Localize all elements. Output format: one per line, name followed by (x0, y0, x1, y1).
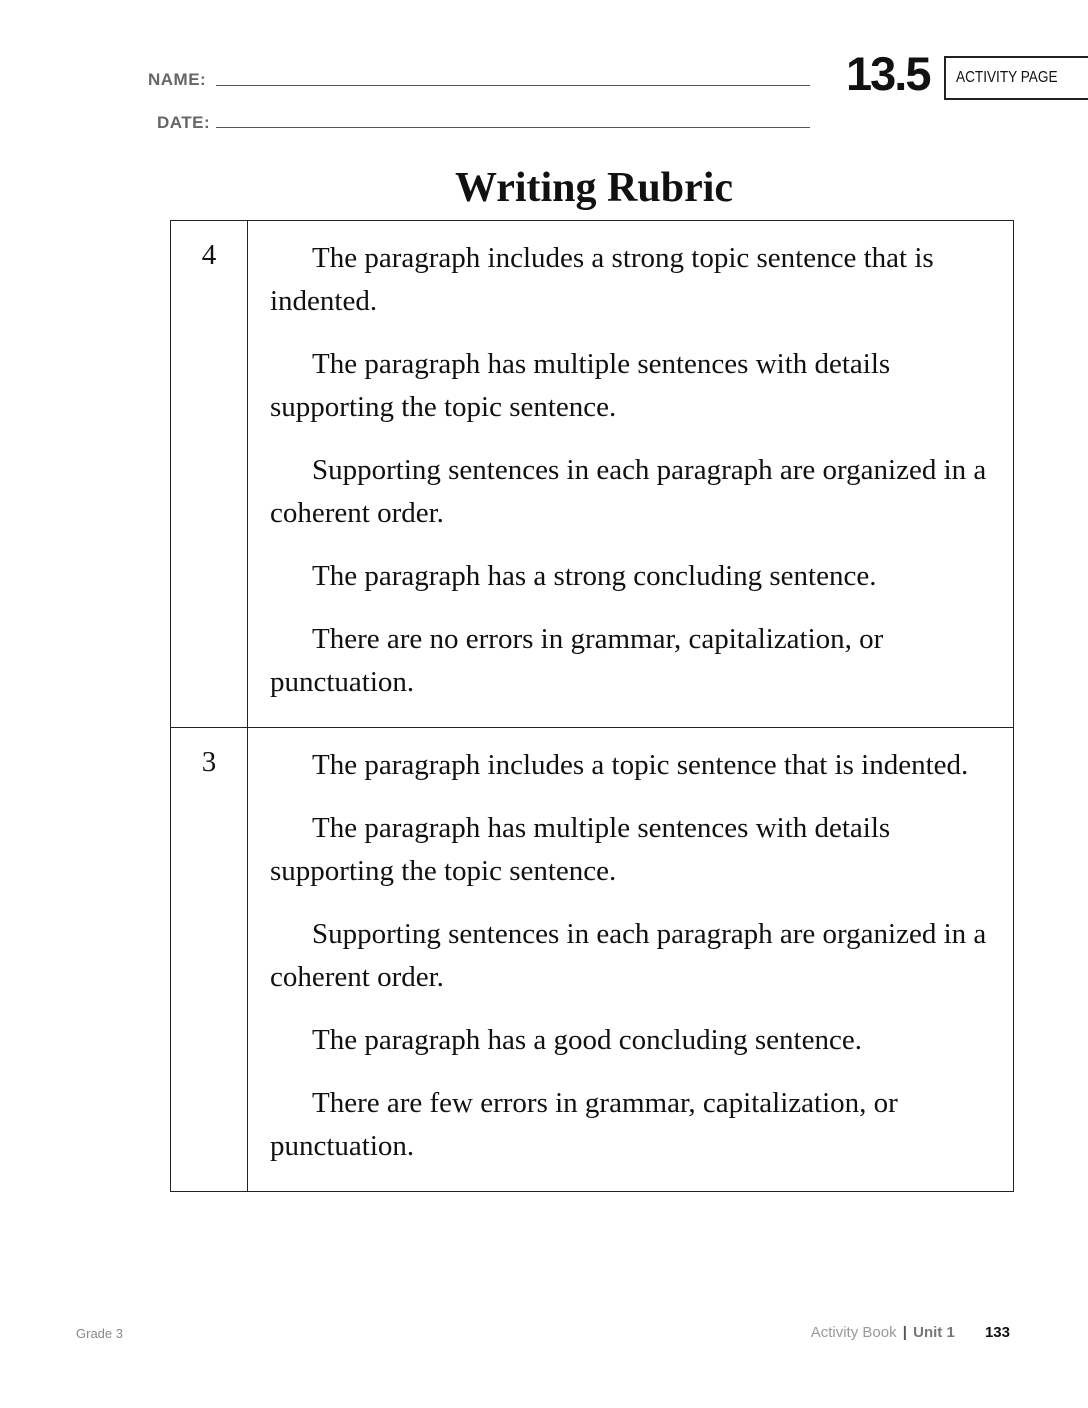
criterion-text: Supporting sentences in each paragraph are organized in a coherent order. (270, 918, 987, 993)
activity-number: 13.5 (846, 47, 930, 100)
criteria-cell (248, 728, 1014, 1192)
footer-book: Activity Book (810, 1324, 897, 1341)
footer-grade: Grade 3 (76, 1326, 123, 1341)
criterion-text: The paragraph has a good concluding sentence. (312, 1024, 862, 1056)
criterion-text: The paragraph has multiple sentences with details supporting the topic sentence. (270, 348, 891, 423)
activity-page-box (944, 56, 1088, 100)
footer-book-info (811, 1324, 1010, 1341)
rubric-table (170, 220, 1014, 1192)
name-label: NAME: (148, 70, 207, 89)
page-title: Writing Rubric (454, 165, 734, 211)
criterion-text: The paragraph includes a topic sentence that is indented. (312, 749, 969, 781)
name-line[interactable] (216, 85, 810, 86)
criteria-cell (248, 221, 1014, 728)
score-cell: 3 (171, 728, 248, 1192)
date-label: DATE: (157, 113, 211, 132)
criterion-text: The paragraph includes a strong topic sentence that is indented. (270, 242, 934, 317)
date-line[interactable] (216, 127, 810, 128)
footer-separator: | (902, 1324, 907, 1341)
criterion-text: There are no errors in grammar, capitalization, or punctuation. (270, 623, 884, 698)
rubric-row-4 (171, 221, 1014, 728)
criterion-text: The paragraph has a strong concluding sentence. (312, 560, 877, 592)
score-cell: 4 (171, 221, 248, 728)
rubric-row-3 (171, 728, 1014, 1192)
activity-page-label: ACTIVITY PAGE (956, 69, 1058, 86)
criterion-text: Supporting sentences in each paragraph are organized in a coherent order. (270, 454, 987, 529)
footer-unit: Unit 1 (913, 1324, 955, 1341)
footer-page-number: 133 (984, 1324, 1010, 1341)
criterion-text: There are few errors in grammar, capitalization, or punctuation. (270, 1087, 898, 1162)
criterion-text: The paragraph has multiple sentences with details supporting the topic sentence. (270, 812, 891, 887)
